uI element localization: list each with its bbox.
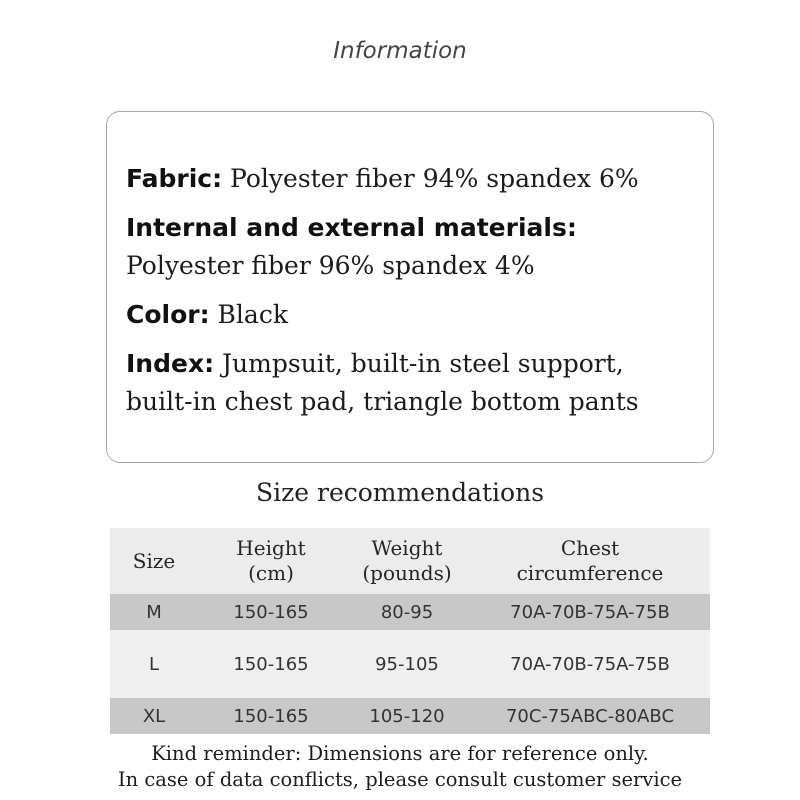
height-cell: 150-165: [233, 653, 309, 675]
weight-cell: 80-95: [380, 601, 434, 623]
color-value: Black: [217, 300, 288, 329]
index-value-line2: built-in chest pad, triangle bottom pants: [126, 387, 639, 416]
column-header-unit: circumference: [516, 561, 664, 585]
height-cell: 150-165: [233, 705, 309, 727]
size-table: [110, 528, 710, 734]
column-header-unit: (cm): [248, 561, 294, 585]
table-header-row: [110, 528, 710, 594]
index-line-2: [126, 383, 703, 421]
index-value-line1: Jumpsuit, built-in steel support,: [222, 349, 624, 378]
column-header-text: Weight: [371, 536, 443, 560]
table-row: [110, 698, 710, 734]
materials-value-line: [126, 247, 703, 285]
chest-cell: 70A-70B-75A-75B: [510, 601, 670, 623]
column-header-text: Chest: [560, 536, 620, 560]
chest-cell: 70A-70B-75A-75B: [510, 653, 670, 675]
weight-cell: 105-120: [369, 705, 445, 727]
size-cell: L: [148, 653, 160, 675]
page-title-text: Information: [333, 38, 467, 64]
reminder-line-1: Kind reminder: Dimensions are for reference only.: [151, 742, 649, 765]
fabric-line: [126, 160, 703, 198]
header: [0, 38, 800, 64]
materials-label-line: [126, 209, 703, 247]
reminder-note: [0, 741, 800, 793]
info-content: [126, 160, 703, 421]
height-cell: 150-165: [233, 601, 309, 623]
column-header-text: Height: [236, 536, 306, 560]
color-line: [126, 296, 703, 334]
table-row: [110, 594, 710, 630]
column-header-height: [198, 536, 344, 586]
reminder-line-2: In case of data conflicts, please consult customer service: [117, 768, 683, 791]
fabric-label: Fabric:: [126, 164, 223, 193]
table-row: [110, 630, 710, 698]
column-header-chest: [470, 536, 710, 586]
page-title: [333, 38, 467, 64]
weight-cell: 95-105: [375, 653, 439, 675]
column-header-size: [110, 549, 198, 574]
column-header-weight: [344, 536, 470, 586]
size-cell: XL: [142, 705, 166, 727]
info-panel: [106, 111, 714, 463]
fabric-value: Polyester fiber 94% spandex 6%: [230, 164, 639, 193]
materials-value: Polyester fiber 96% spandex 4%: [126, 251, 535, 280]
column-header-unit: (pounds): [362, 561, 452, 585]
index-label: Index:: [126, 349, 215, 378]
size-cell: M: [146, 601, 162, 623]
materials-label: Internal and external materials:: [126, 213, 577, 242]
column-header-text: Size: [132, 548, 176, 573]
color-label: Color:: [126, 300, 210, 329]
chest-cell: 70C-75ABC-80ABC: [505, 705, 675, 727]
size-recommendations-title: Size recommendations: [255, 478, 545, 507]
index-line: [126, 345, 703, 383]
